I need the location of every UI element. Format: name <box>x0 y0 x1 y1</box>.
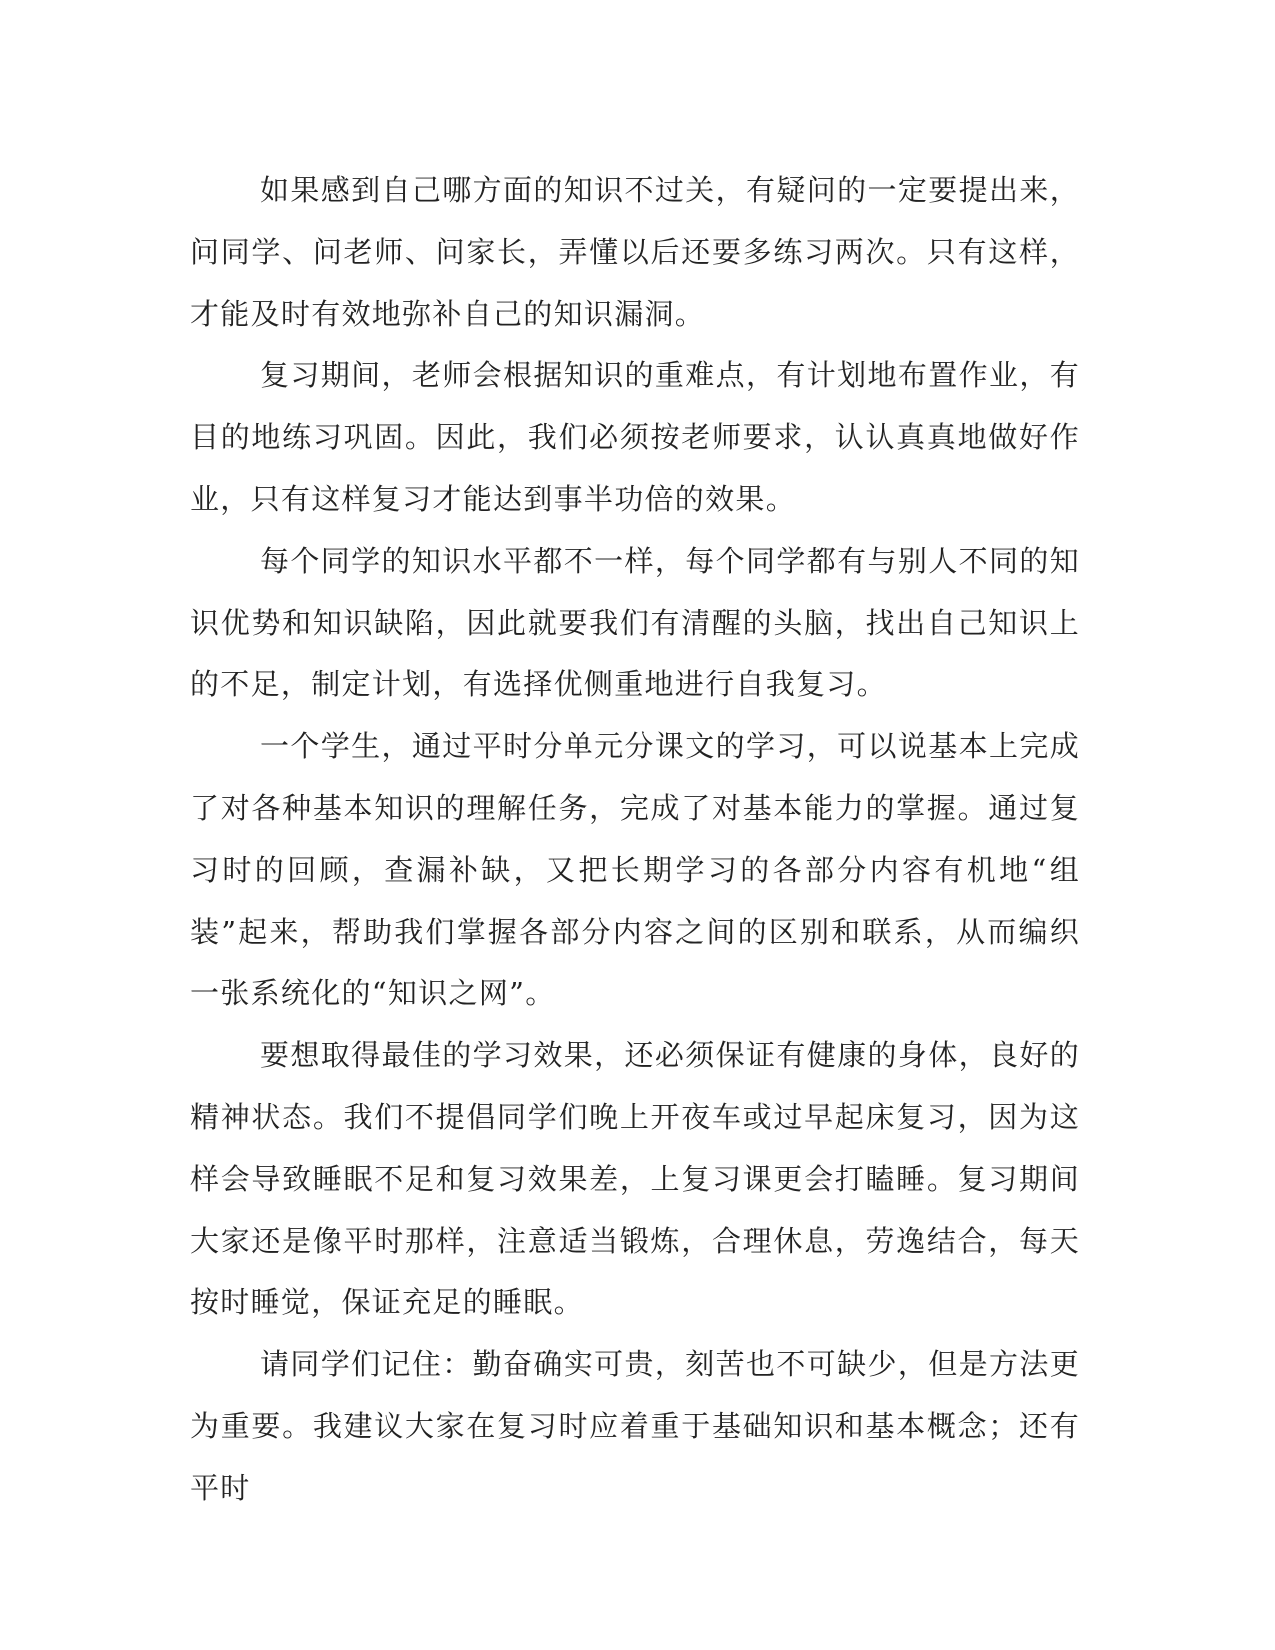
paragraph-individual-review: 每个同学的知识水平都不一样，每个同学都有与别人不同的知识优势和知识缺陷，因此就要我们有清醒的头脑，找出自己知识上的不足，制定计划，有选择优侧重地进行自我复习。 <box>190 543 1080 702</box>
paragraph-health: 要想取得最佳的学习效果，还必须保证有健康的身体，良好的精神状态。我们不提倡同学们晚上开夜车或过早起床复习，因为这样会导致睡眠不足和复习效果差，上复习课更会打瞌睡。复习期间大家还是像平时那样，注意适当锻炼，合理休息，劳逸结合，每天按时睡觉，保证充足的睡眠。 <box>190 1038 1080 1320</box>
paragraph-ask-questions: 如果感到自己哪方面的知识不过关，有疑问的一定要提出来，问同学、问老师、问家长，弄懂以后还要多练习两次。只有这样，才能及时有效地弥补自己的知识漏洞。 <box>190 173 1080 331</box>
paragraph-method: 请同学们记住：勤奋确实可贵，刻苦也不可缺少，但是方法更为重要。我建议大家在复习时应着重于基础知识和基本概念；还有平时 <box>190 1347 1080 1505</box>
paragraph-knowledge-network: 一个学生，通过平时分单元分课文的学习，可以说基本上完成了对各种基本知识的理解任务，完成了对基本能力的掌握。通过复习时的回顾，查漏补缺，又把长期学习的各部分内容有机地“组装”起来，帮助我们掌握各部分内容之间的区别和联系，从而编织一张系统化的“知识之网”。 <box>190 729 1080 1011</box>
document-body <box>190 160 1080 1520</box>
paragraph-homework: 复习期间，老师会根据知识的重难点，有计划地布置作业，有目的地练习巩固。因此，我们必须按老师要求，认认真真地做好作业，只有这样复习才能达到事半功倍的效果。 <box>190 358 1080 516</box>
